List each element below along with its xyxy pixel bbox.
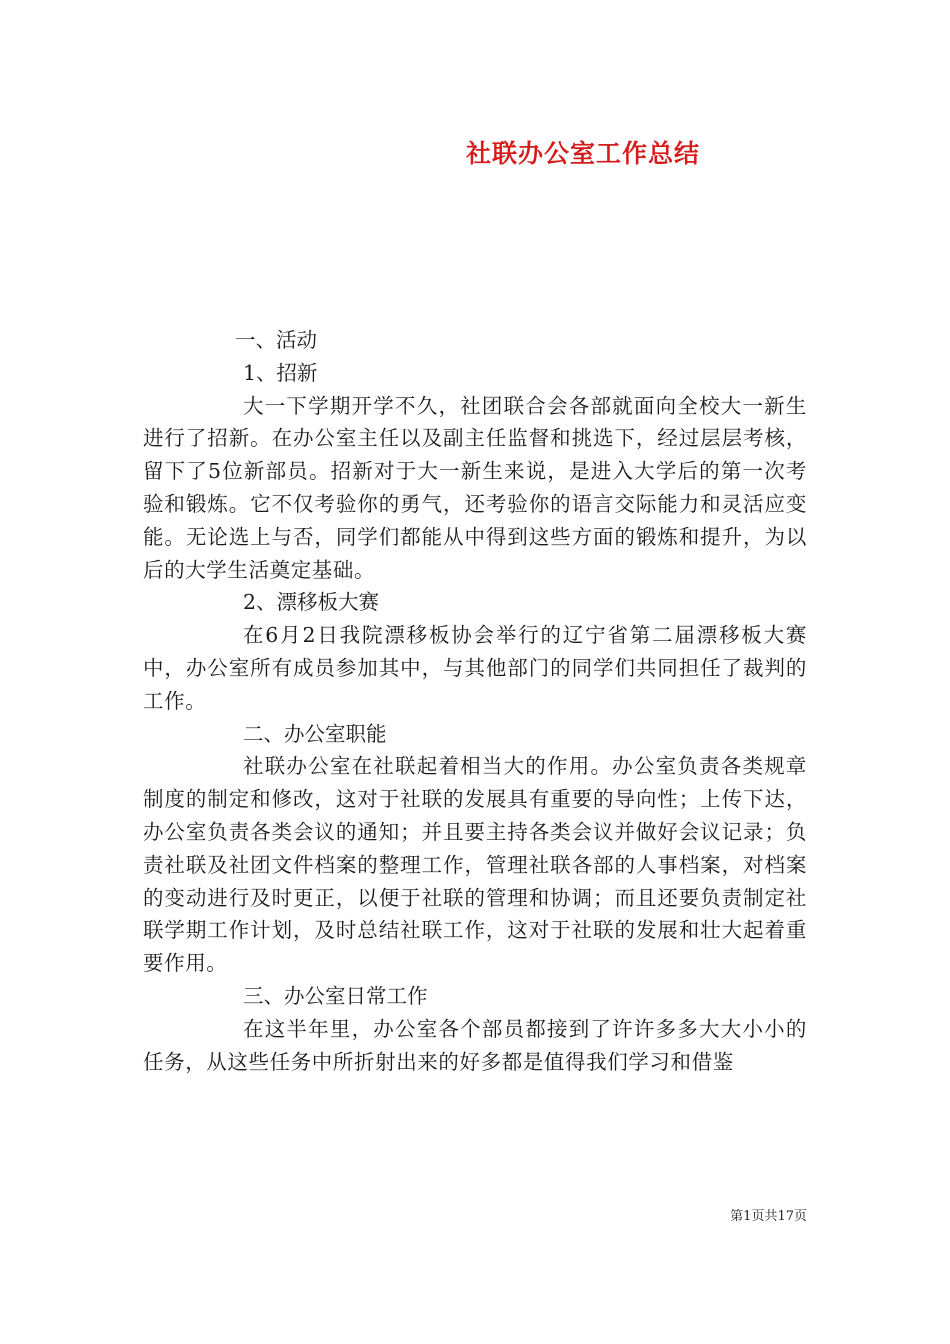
paragraph-daily-work: 在这半年里，办公室各个部员都接到了许许多多大大小小的任务，从这些任务中所折射出来的好多都是值得我们学习和借鉴	[143, 1016, 807, 1074]
paragraph-recruitment: 大一下学期开学不久，社团联合会各部就面向全校大一新生进行了招新。在办公室主任以及副主任监督和挑选下，经过层层考核，留下了5位新部员。招新对于大一新生来说，是进入大学后的第一次考验和锻炼。它不仅考验你的勇气，还考验你的语言交际能力和灵活应变能。无论选上与否，同学们都能从中得到这些方面的锻炼和提升，为以后的大学生活奠定基础。	[143, 393, 807, 582]
paragraph-office-functions: 社联办公室在社联起着相当大的作用。办公室负责各类规章制度的制定和修改，这对于社联的发展具有重要的导向性；上传下达，办公室负责各类会议的通知；并且要主持各类会议并做好会议记录；负责社联及社团文件档案的整理工作，管理社联各部的人事档案，对档案的变动进行及时更正，以便于社联的管理和协调；而且还要负责制定社联学期工作计划，及时总结社联工作，这对于社联的发展和壮大起着重要作用。	[143, 754, 807, 976]
document-body	[143, 324, 807, 1078]
subsection-heading-drift-board: 2、漂移板大赛	[243, 590, 380, 615]
section-heading-daily-work: 三、办公室日常工作	[243, 983, 428, 1008]
page-number-footer: 第1页共17页	[730, 1209, 807, 1224]
document-title: 社联办公室工作总结	[465, 139, 700, 168]
subsection-heading-recruitment: 1、招新	[243, 360, 318, 385]
paragraph-drift-board: 在6月2日我院漂移板协会举行的辽宁省第二届漂移板大赛中，办公室所有成员参加其中，与其他部门的同学们共同担任了裁判的工作。	[143, 623, 807, 713]
section-heading-office-functions: 二、办公室职能	[243, 721, 387, 746]
section-heading-activities: 一、活动	[235, 328, 317, 352]
